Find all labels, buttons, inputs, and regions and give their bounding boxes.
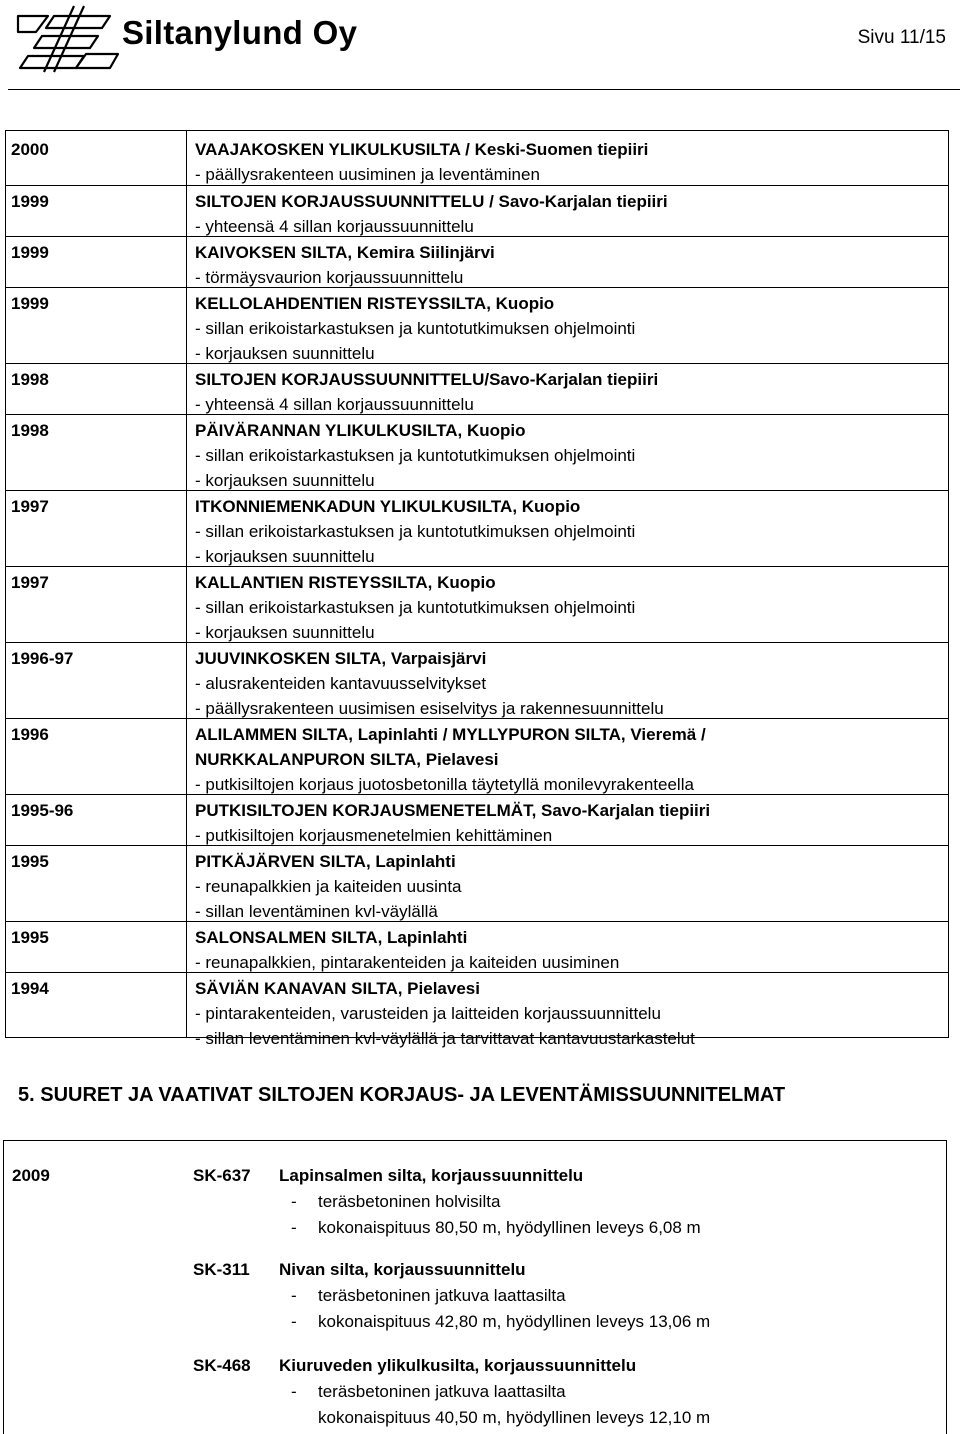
project-title: VAAJAKOSKEN YLIKULKUSILTA / Keski-Suomen tiepiiri [195,140,649,159]
large-projects-table [3,1140,947,1434]
table-row [6,845,948,924]
project-year: 1995 [11,928,49,947]
project-detail: - putkisiltojen korjausmenetelmien kehittäminen [195,826,553,845]
project-year: 1995 [11,852,49,871]
project-title: PITKÄJÄRVEN SILTA, Lapinlahti [195,852,456,871]
project-description [195,849,462,924]
page-number: Sivu 11/15 [857,27,946,48]
table-row [6,414,948,493]
detail-dash: - [291,1218,297,1237]
project-year: 1998 [11,421,49,440]
project-code: SK-637 [193,1166,251,1185]
project-description [195,798,710,848]
project-title: Lapinsalmen silta, korjaussuunnittelu [279,1166,584,1185]
project-year: 2009 [12,1166,50,1185]
detail-text: teräsbetoninen jatkuva laattasilta [318,1382,566,1401]
detail-dash: - [291,1382,297,1401]
table-row [6,566,948,645]
project-title: ALILAMMEN SILTA, Lapinlahti / MYLLYPURON SILTA, Vieremä / [195,725,706,744]
table-row [6,794,948,848]
project-detail: - päällysrakenteen uusimisen esiselvitys ja rakennesuunnittelu [195,699,664,718]
project-title: SÄVIÄN KANAVAN SILTA, Pielavesi [195,979,480,998]
project-title: ITKONNIEMENKADUN YLIKULKUSILTA, Kuopio [195,497,581,516]
project-detail: - korjauksen suunnittelu [195,623,375,642]
project-description [195,137,648,187]
project-description [195,646,664,721]
project-description [195,418,635,493]
project-detail: - törmäysvaurion korjaussuunnittelu [195,268,464,287]
project-title: JUUVINKOSKEN SILTA, Varpaisjärvi [195,649,487,668]
table-row [6,718,948,797]
project-description [195,976,695,1051]
project-detail: - sillan erikoistarkastuksen ja kuntotutkimuksen ohjelmointi [195,598,636,617]
project-detail: - korjauksen suunnittelu [195,344,375,363]
project-year: 1997 [11,573,49,592]
project-year: 1996 [11,725,49,744]
project-title-continued: NURKKALANPURON SILTA, Pielavesi [195,750,499,769]
project-title: SILTOJEN KORJAUSSUUNNITTELU / Savo-Karjalan tiepiiri [195,192,668,211]
detail-text: teräsbetoninen jatkuva laattasilta [318,1286,566,1305]
project-description [195,291,635,366]
project-title: KELLOLAHDENTIEN RISTEYSSILTA, Kuopio [195,294,555,313]
project-code: SK-468 [193,1356,251,1375]
section-heading: 5. SUURET JA VAATIVAT SILTOJEN KORJAUS- JA LEVENTÄMISSUUNNITELMAT [18,1084,786,1106]
project-description [195,570,635,645]
project-year: 1995-96 [11,801,74,820]
project-detail: - korjauksen suunnittelu [195,471,375,490]
table-row [6,287,948,366]
header-divider [8,89,960,90]
project-year: 2000 [11,140,49,159]
project-detail: - sillan erikoistarkastuksen ja kuntotutkimuksen ohjelmointi [195,319,636,338]
detail-text: kokonaispituus 42,80 m, hyödyllinen leveys 13,06 m [318,1312,711,1331]
project-year: 1998 [11,370,49,389]
project-detail: - yhteensä 4 sillan korjaussuunnittelu [195,217,474,236]
project-detail: - sillan erikoistarkastuksen ja kuntotutkimuksen ohjelmointi [195,522,636,541]
project-description [195,240,495,290]
detail-text: kokonaispituus 40,50 m, hyödyllinen leveys 12,10 m [318,1408,711,1427]
table-row [6,490,948,569]
table-row [6,642,948,721]
project-detail: - päällysrakenteen uusiminen ja leventäminen [195,165,540,184]
table-row [6,921,948,975]
project-detail: - sillan erikoistarkastuksen ja kuntotutkimuksen ohjelmointi [195,446,636,465]
project-detail: - sillan leventäminen kvl-väylällä ja tarvittavat kantavuustarkastelut [195,1029,695,1048]
project-title: KAIVOKSEN SILTA, Kemira Siilinjärvi [195,243,495,262]
project-year: 1994 [11,979,49,998]
project-title: PUTKISILTOJEN KORJAUSMENETELMÄT, Savo-Karjalan tiepiiri [195,801,711,820]
detail-dash: - [291,1312,297,1331]
project-year: 1999 [11,243,49,262]
project-description [195,367,658,417]
project-detail: - yhteensä 4 sillan korjaussuunnittelu [195,395,474,414]
project-code: SK-311 [193,1260,250,1279]
table-row [6,185,948,239]
detail-dash: - [291,1192,297,1211]
project-year: 1996-97 [11,649,74,668]
project-description [195,189,668,239]
project-detail: - sillan leventäminen kvl-väylällä [195,902,438,921]
project-title: SALONSALMEN SILTA, Lapinlahti [195,928,468,947]
company-name: Siltanylund Oy [122,14,358,51]
project-year: 1999 [11,294,49,313]
project-title: KALLANTIEN RISTEYSSILTA, Kuopio [195,573,496,592]
table-row [6,236,948,290]
project-description [195,722,706,797]
project-description [195,494,635,569]
table-row [6,972,948,1051]
detail-dash: - [291,1286,297,1305]
project-detail: - reunapalkkien, pintarakenteiden ja kaiteiden uusiminen [195,953,620,972]
project-reference-table [5,130,949,1048]
table-row [6,363,948,417]
project-detail: - putkisiltojen korjaus juotosbetonilla täytetyllä monilevyrakenteella [195,775,694,794]
project-title: SILTOJEN KORJAUSSUUNNITTELU/Savo-Karjalan tiepiiri [195,370,659,389]
detail-text: teräsbetoninen holvisilta [318,1192,501,1211]
project-title: PÄIVÄRANNAN YLIKULKUSILTA, Kuopio [195,421,526,440]
company-logo-icon [14,2,122,74]
project-detail: - alusrakenteiden kantavuusselvitykset [195,674,487,693]
project-year: 1999 [11,192,49,211]
project-detail: - korjauksen suunnittelu [195,547,375,566]
table-row [6,131,948,184]
project-year: 1997 [11,497,49,516]
page-header [0,0,960,92]
project-title: Nivan silta, korjaussuunnittelu [279,1260,526,1279]
detail-text: kokonaispituus 80,50 m, hyödyllinen leveys 6,08 m [318,1218,701,1237]
project-description [195,925,619,975]
project-title: Kiuruveden ylikulkusilta, korjaussuunnittelu [279,1356,637,1375]
project-detail: - reunapalkkien ja kaiteiden uusinta [195,877,462,896]
project-detail: - pintarakenteiden, varusteiden ja laitteiden korjaussuunnittelu [195,1004,661,1023]
